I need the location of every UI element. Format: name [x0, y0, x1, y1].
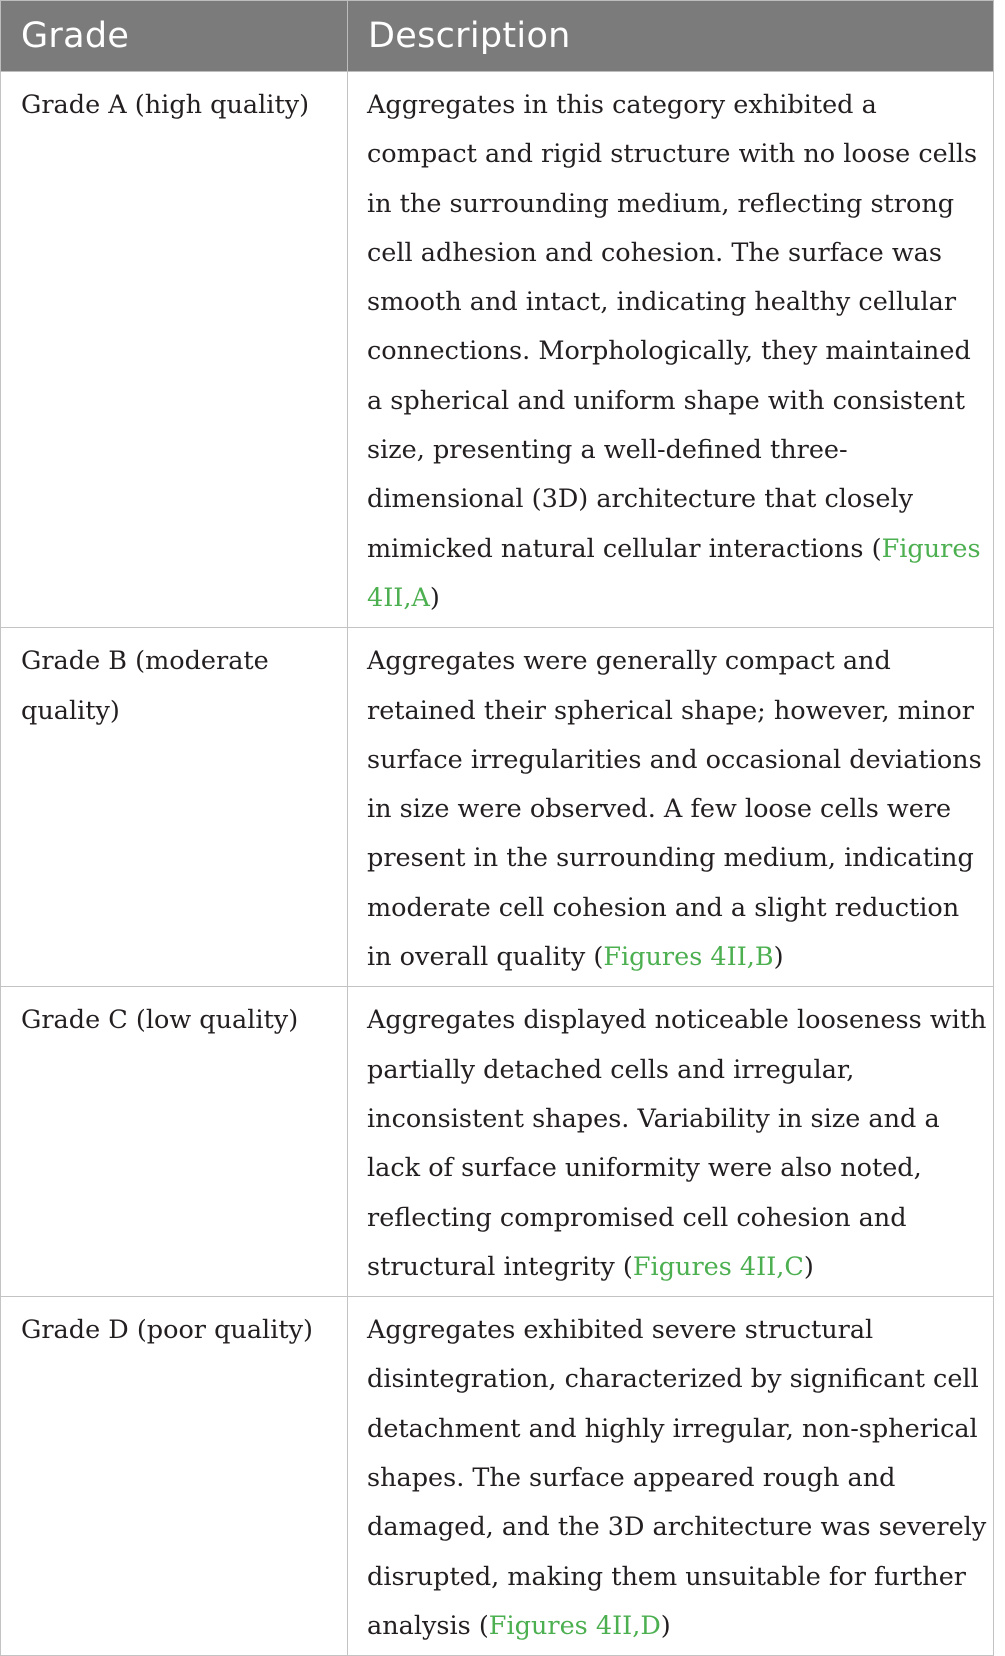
table-row — [1, 987, 994, 1297]
figure-link[interactable]: Figures 4II,D — [488, 1610, 661, 1641]
grade-cell: Grade B (moderate quality) — [1, 628, 348, 987]
description-cell — [348, 628, 994, 987]
table-body — [1, 72, 994, 1656]
description-cell — [348, 1297, 994, 1656]
table-row — [1, 1297, 994, 1656]
header-grade: Grade — [1, 1, 348, 72]
figure-ref-open: ( — [614, 1251, 633, 1282]
description-text: Aggregates in this category exhibited a compact and rigid structure with no loose cells in the surrounding medium, reflecting strong cell adhesion and cohesion. The surface was smooth and intact, indicating healthy cellular connections. Morphologically, they maintained a spherical and uniform shape with consistent size, presenting a well-defined three-dimensional (3D) architecture that closely mimicked natural cellular interactions — [367, 90, 978, 564]
description-text: Aggregates displayed noticeable looseness with partially detached cells and irregular, inconsistent shapes. Variability in size and a lack of surface uniformity were also noted, reflecting compromised cell cohesion and structural integrity — [367, 1005, 987, 1282]
grade-cell: Grade C (low quality) — [1, 987, 348, 1297]
description-cell — [348, 72, 994, 628]
figure-ref-open: ( — [585, 942, 604, 973]
figure-link[interactable]: Figures 4II,A — [367, 533, 981, 613]
description-text: Aggregates exhibited severe structural disintegration, characterized by significant cell detachment and highly irregular, non-spherical shapes. The surface appeared rough and damaged, and the 3D architecture was severely disrupted, making them unsuitable for further analysis — [367, 1315, 987, 1641]
table-header — [1, 1, 994, 72]
figure-link[interactable]: Figures 4II,C — [632, 1251, 804, 1282]
description-text: Aggregates were generally compact and retained their spherical shape; however, minor surface irregularities and occasional deviations in size were observed. A few loose cells were present in the surrounding medium, indicating moderate cell cohesion and a slight reduction in overall quality — [367, 646, 982, 973]
grade-cell: Grade A (high quality) — [1, 72, 348, 628]
header-row — [1, 1, 994, 72]
description-cell — [348, 987, 994, 1297]
table-row — [1, 628, 994, 987]
figure-ref-close: ) — [773, 942, 784, 973]
figure-link[interactable]: Figures 4II,B — [603, 942, 774, 973]
header-description: Description — [348, 1, 994, 72]
grade-cell: Grade D (poor quality) — [1, 1297, 348, 1656]
figure-ref-close: ) — [429, 582, 440, 613]
figure-ref-open: ( — [470, 1610, 489, 1641]
figure-ref-open: ( — [863, 533, 882, 564]
figure-ref-close: ) — [660, 1610, 671, 1641]
figure-ref-close: ) — [803, 1251, 814, 1282]
table-row — [1, 72, 994, 628]
